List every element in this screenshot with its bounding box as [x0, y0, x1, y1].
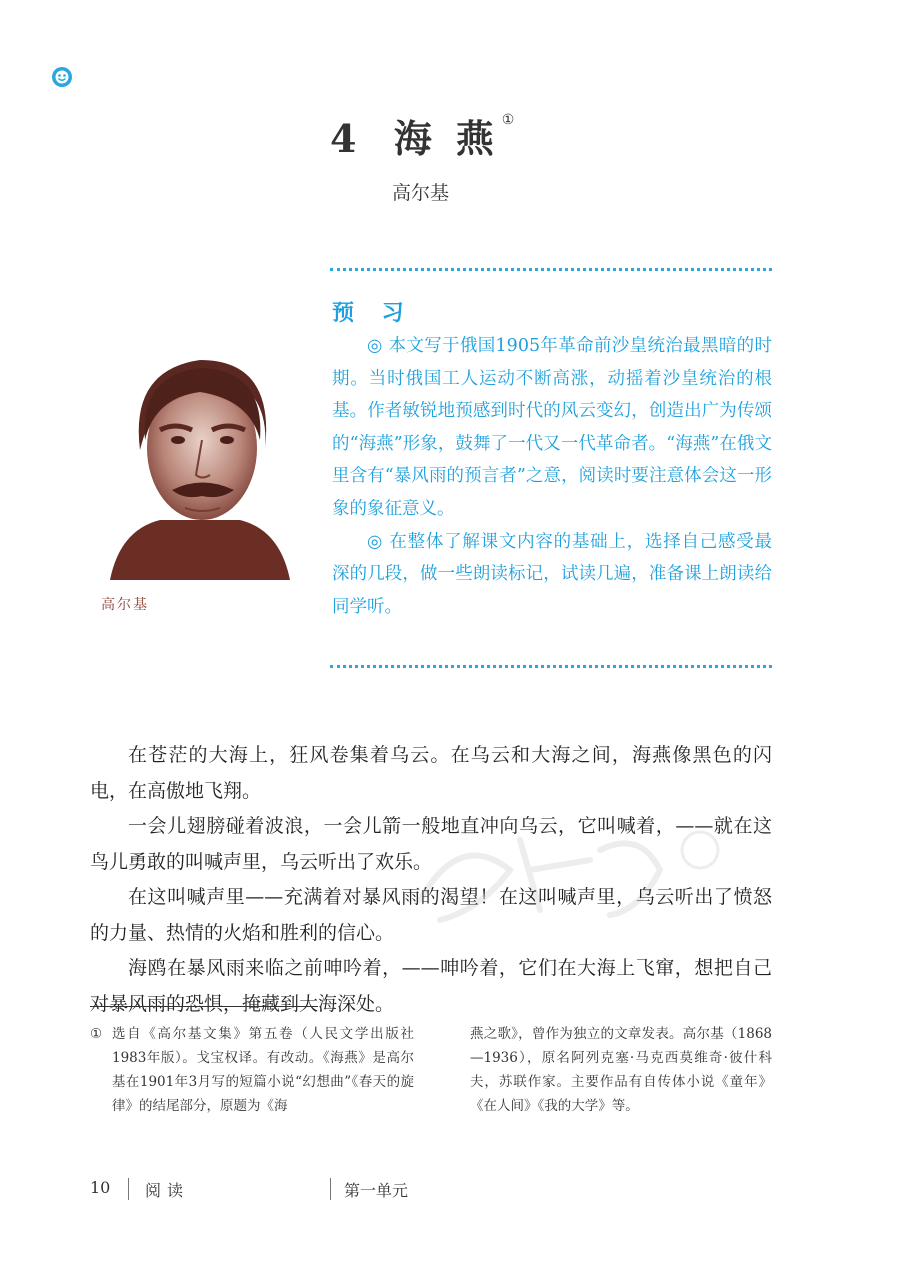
lesson-title [330, 108, 516, 163]
footnote-marker[interactable]: ① [501, 112, 517, 128]
footnote-left [90, 1022, 414, 1118]
footnote-divider [90, 1006, 318, 1007]
footer-separator [128, 1178, 129, 1200]
footnote-text: 燕之歌》，曾作为独立的文章发表。高尔基（1868—1936），原名阿列克塞·马克西莫维奇·彼什科夫，苏联作家。主要作品有自传体小说《童年》《在人间》《我的大学》等。 [470, 1026, 772, 1114]
footnote-right [470, 1022, 772, 1118]
portrait-caption: 高尔基 [101, 597, 149, 613]
preview-paragraph: ◎ 在整体了解课文内容的基础上，选择自己感受最深的几段，做一些朗读标记，试读几遍，准备课上朗读给同学听。 [332, 531, 772, 617]
dotted-divider [330, 665, 772, 668]
footer-section: 阅读 [145, 1181, 190, 1200]
smiley-icon [51, 66, 73, 88]
body-paragraph: 海鸥在暴风雨来临之前呻吟着，——呻吟着，它们在大海上飞窜，想把自己对暴风雨的恐惧，掩藏到大海深处。 [90, 957, 772, 1015]
author-portrait [100, 330, 300, 580]
footnote-text: 选自《高尔基文集》第五卷（人民文学出版社1983年版）。戈宝权译。有改动。《海燕》是高尔基在1901年3月写的短篇小说“幻想曲”《春天的旋律》的结尾部分，原题为《海 [112, 1026, 414, 1114]
body-paragraph: 在这叫喊声里——充满着对暴风雨的渴望！在这叫喊声里，乌云听出了愤怒的力量、热情的火焰和胜利的信心。 [90, 886, 772, 944]
preview-box [332, 330, 772, 623]
lesson-number: 4 [330, 116, 359, 161]
preview-paragraph: ◎ 本文写于俄国1905年革命前沙皇统治最黑暗的时期。当时俄国工人运动不断高涨，动摇着沙皇统治的根基。作者敏锐地预感到时代的风云变幻，创造出广为传颂的“海燕”形象，鼓舞了一代又一代革命者。“海燕”在俄文里含有“暴风雨的预言者”之意，阅读时要注意体会这一形象的象征意义。 [332, 336, 772, 519]
footer-unit: 第一单元 [344, 1181, 409, 1200]
footer-separator [330, 1178, 331, 1200]
body-paragraph: 在苍茫的大海上，狂风卷集着乌云。在乌云和大海之间，海燕像黑色的闪电，在高傲地飞翔。 [90, 744, 772, 802]
author-name: 高尔基 [392, 182, 450, 204]
title-char: 燕 [455, 116, 496, 161]
footnote-number: ① [90, 1026, 103, 1042]
body-paragraph: 一会儿翅膀碰着波浪，一会儿箭一般地直冲向乌云，它叫喊着，——就在这鸟儿勇敢的叫喊声里，乌云听出了欢乐。 [90, 815, 772, 873]
dotted-divider [330, 268, 772, 271]
lesson-body [90, 738, 772, 1022]
preview-heading: 预 习 [332, 300, 414, 326]
page-number: 10 [90, 1178, 111, 1197]
title-char: 海 [393, 116, 434, 161]
